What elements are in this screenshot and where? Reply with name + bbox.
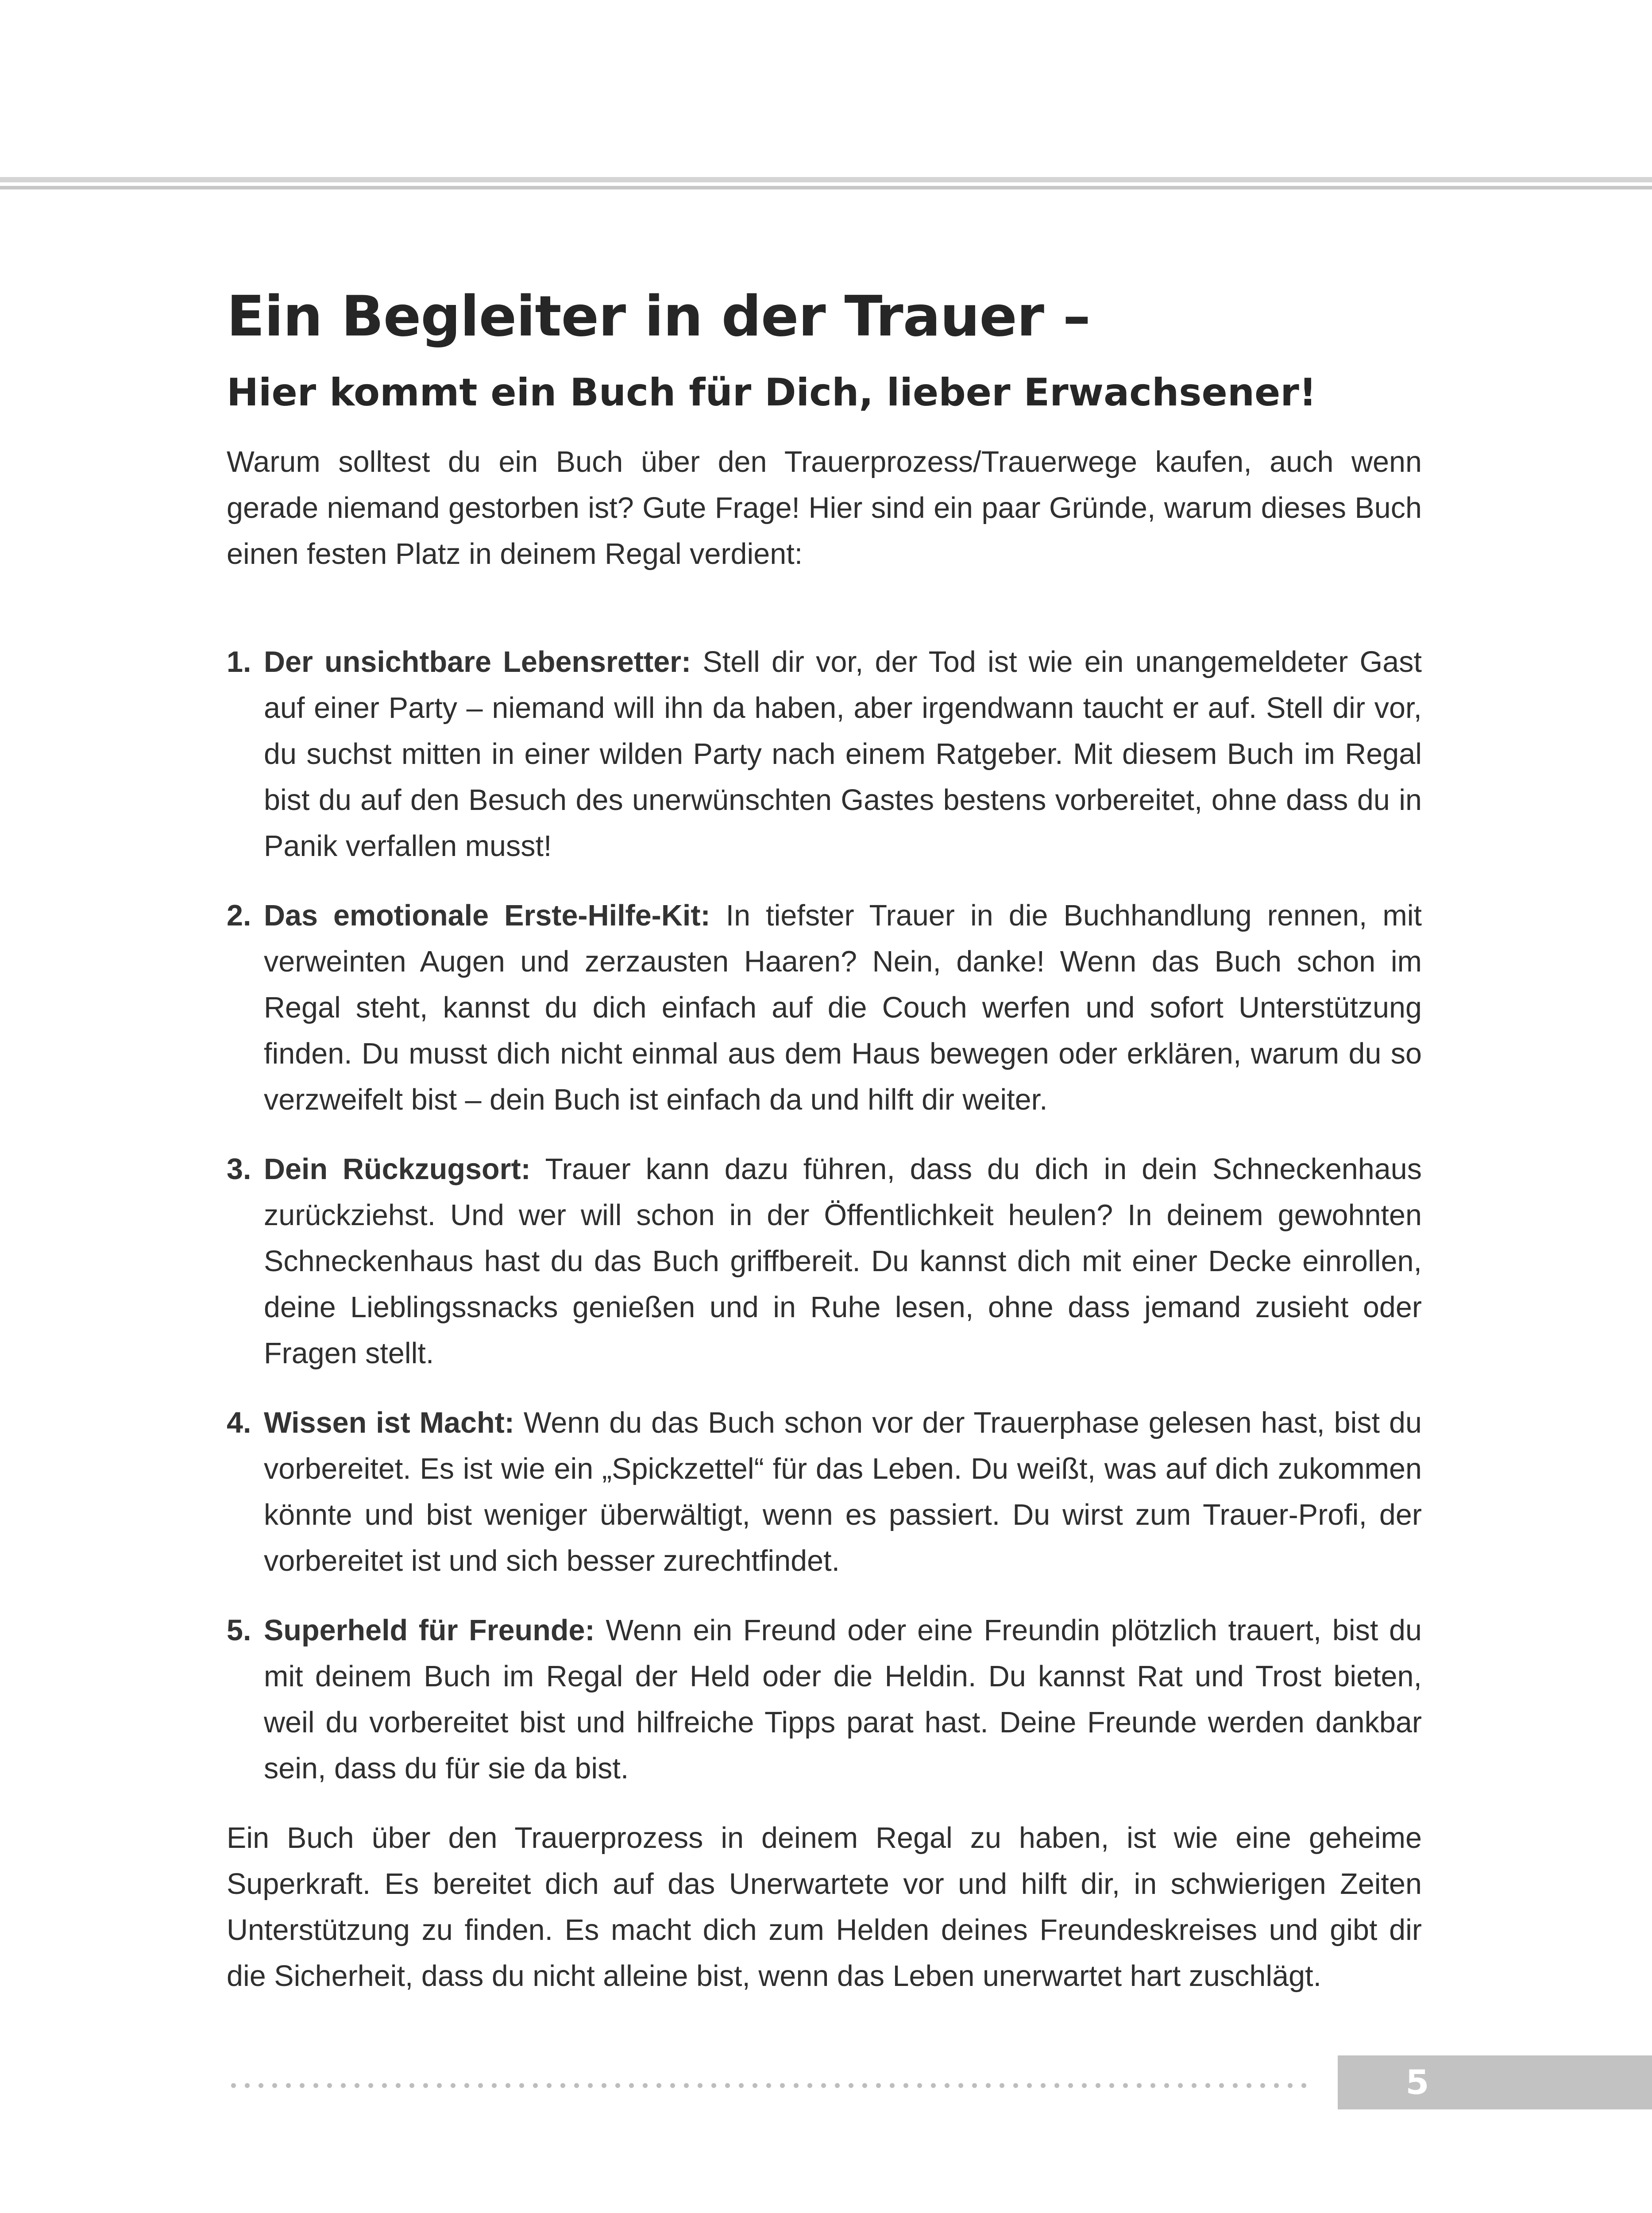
list-item-text: Wenn ein Freund oder eine Freundin plötzlich trauert, bist du mit deinem Buch im Regal der Held oder die Heldin. Du kannst Rat und Trost bieten, weil du vorbereitet bist und hilfreiche Tipps parat hast. Deine Freunde werden dankbar sein, dass du für sie da bist. <box>264 1614 1422 1785</box>
footer-dotted-rule <box>227 2083 1311 2088</box>
list-item-text: Wenn du das Buch schon vor der Trauerphase gelesen hast, bist du vorbereitet. Es ist wie ein „Spickzettel“ für das Leben. Du weißt, was auf dich zukommen könnte und bist weniger überwältigt, wenn es passiert. Du wirst zum Trauer-Profi, der vorbereitet ist und sich besser zurechtfindet. <box>264 1407 1422 1577</box>
header-rule-shadow <box>0 186 1652 189</box>
list-item-number: 3. <box>227 1153 251 1186</box>
list-item-text: Trauer kann dazu führen, dass du dich in dein Schneckenhaus zurückziehst. Und wer will schon in der Öffentlichkeit heulen? In deinem gewohnten Schneckenhaus hast du das Buch griffbereit. Du kannst dich mit einer Decke einrollen, deine Lieblingssnacks genießen und in Ruhe lesen, ohne dass jemand zusieht oder Fragen stellt. <box>264 1153 1422 1370</box>
list-item <box>227 1608 1422 1792</box>
reasons-list <box>227 639 1422 1792</box>
list-item-term: Superheld für Freunde: <box>264 1614 595 1647</box>
list-item-number: 4. <box>227 1407 251 1439</box>
page-subtitle: Hier kommt ein Buch für Dich, lieber Erwachsener! <box>227 370 1317 415</box>
list-item <box>227 639 1422 869</box>
list-item-term: Dein Rückzugsort: <box>264 1153 531 1186</box>
list-item-number: 2. <box>227 899 251 932</box>
list-item-term: Der unsichtbare Lebensretter: <box>264 646 691 679</box>
list-item <box>227 1400 1422 1584</box>
list-item <box>227 893 1422 1123</box>
page-number: 5 <box>1405 2063 1429 2102</box>
list-item <box>227 1146 1422 1376</box>
page-title: Ein Begleiter in der Trauer – <box>227 284 1090 349</box>
list-item-number: 5. <box>227 1614 251 1647</box>
intro-paragraph: Warum solltest du ein Buch über den Trauerprozess/Trauerwege kaufen, auch wenn gerade niemand gestorben ist? Gute Frage! Hier sind ein paar Gründe, warum dieses Buch einen festen Platz in deinem Regal verdient: <box>227 446 1422 571</box>
header-rule <box>0 177 1652 182</box>
list-item-text: Stell dir vor, der Tod ist wie ein unangemeldeter Gast auf einer Party – niemand will ihn da haben, aber irgendwann taucht er auf. Stell dir vor, du suchst mitten in einer wilden Party nach einem Ratgeber. Mit diesem Buch im Regal bist du auf den Besuch des unerwünschten Gastes bestens vorbereitet, ohne dass du in Panik verfallen musst! <box>264 646 1422 863</box>
list-item-text: In tiefster Trauer in die Buchhandlung rennen, mit verweinten Augen und zerzausten Haaren? Nein, danke! Wenn das Buch schon im Regal steht, kannst du dich einfach auf die Couch werfen und sofort Unterstützung finden. Du musst dich nicht einmal aus dem Haus bewegen oder erklären, warum du so verzweifelt bist – dein Buch ist einfach da und hilft dir weiter. <box>264 899 1422 1116</box>
closing-paragraph: Ein Buch über den Trauerprozess in deinem Regal zu haben, ist wie eine geheime Superkraft. Es bereitet dich auf das Unerwartete vor und hilft dir, in schwierigen Zeiten Unterstützung zu finden. Es macht dich zum Helden deines Freundeskreises und gibt dir die Sicherheit, dass du nicht alleine bist, wenn das Leben unerwartet hart zuschlägt. <box>227 1822 1422 1993</box>
list-item-term: Wissen ist Macht: <box>264 1407 514 1439</box>
list-item-term: Das emotionale Erste-Hilfe-Kit: <box>264 899 710 932</box>
page-number-box <box>1338 2055 1652 2109</box>
list-item-number: 1. <box>227 646 251 679</box>
page-content <box>227 283 1422 1999</box>
